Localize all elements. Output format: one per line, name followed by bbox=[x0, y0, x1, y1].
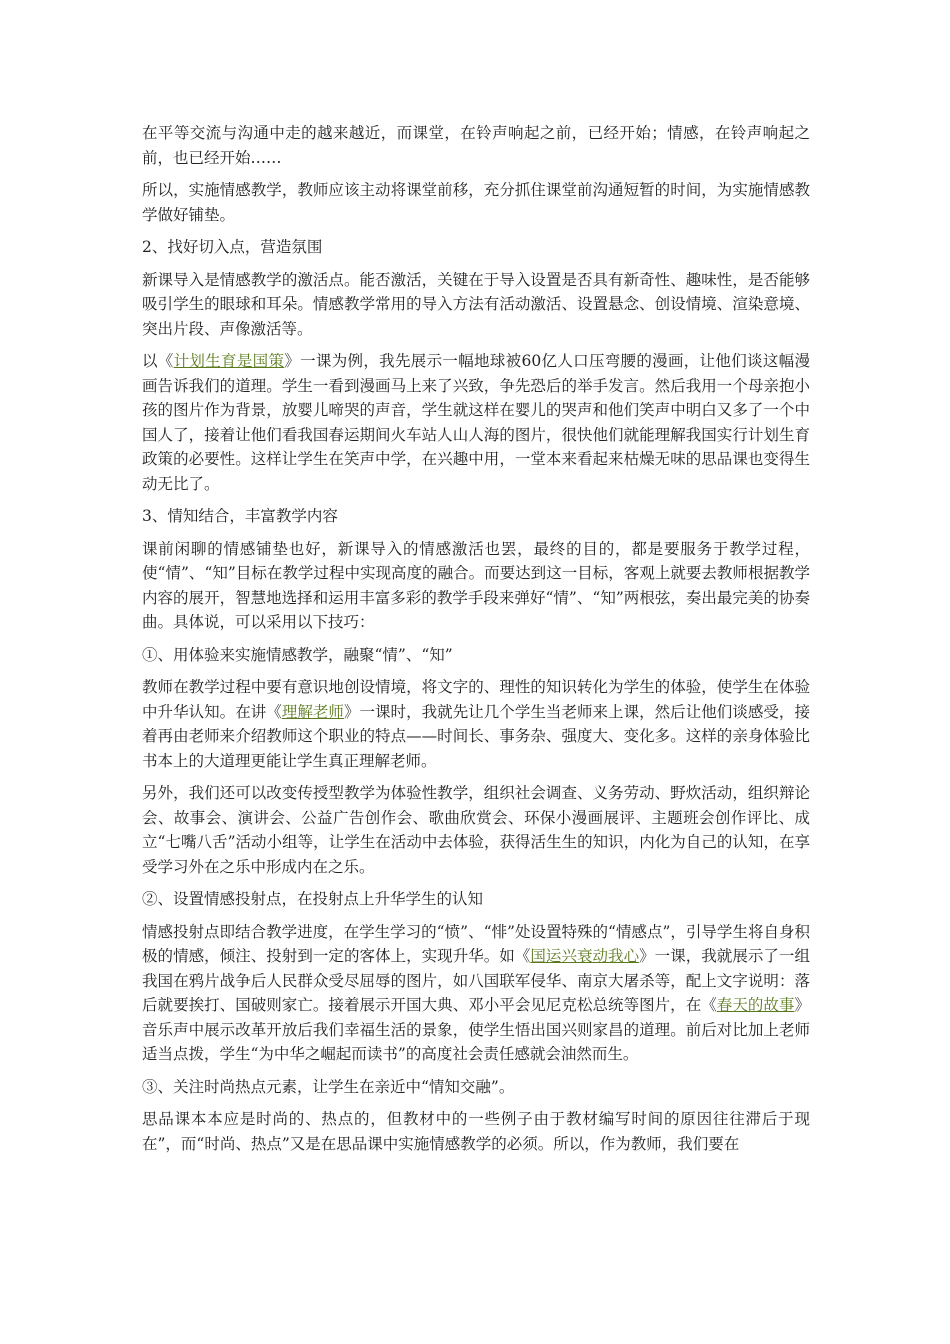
section-heading bbox=[142, 887, 810, 912]
paragraph-text: 在平等交流与沟通中走的越来越近，而课堂，在铃声响起之前，已经开始；情感，在铃声响起之前，也已经开始…… bbox=[142, 124, 810, 167]
paragraph bbox=[142, 121, 810, 170]
section-heading bbox=[142, 235, 810, 260]
paragraph-text: ③、关注时尚热点元素，让学生在亲近中“情知交融”。 bbox=[142, 1077, 515, 1096]
paragraph bbox=[142, 675, 810, 773]
paragraph-text: 2、找好切入点，营造氛围 bbox=[142, 238, 323, 256]
paragraph bbox=[142, 349, 810, 496]
paragraph-text: 另外，我们还可以改变传授型教学为体验性教学，组织社会调查、义务劳动、野炊活动，组织辩论会、故事会、演讲会、公益广告创作会、歌曲欣赏会、环保小漫画展评、主题班会创作评比、成立“七嘴八舌”活动小组等，让学生在活动中去体验，获得活生生的知识，内化为自己的认知，在享受学习外在之乐中形成内在之乐。 bbox=[142, 784, 810, 876]
paragraph-text: 新课导入是情感教学的激活点。能否激活，关键在于导入设置是否具有新奇性、趣味性，是否能够吸引学生的眼球和耳朵。情感教学常用的导入方法有活动激活、设置悬念、创设情境、渲染意境、突出片段、声像激活等。 bbox=[142, 270, 810, 338]
paragraph-text: 以《 bbox=[142, 352, 174, 370]
paragraph-text: 教师在教学过程中要有意识地创设情境，将文字的、理性的知识转化为学生的体验，使学生在体验中升华认知。在讲《 bbox=[142, 678, 810, 721]
paragraph bbox=[142, 1107, 810, 1156]
paragraph-text: 思品课本本应是时尚的、热点的，但教材中的一些例子由于教材编写时间的原因往往滞后于现在”，而“时尚、热点”又是在思品课中实施情感教学的必须。所以，作为教师，我们要在 bbox=[142, 1110, 810, 1153]
lesson-title-link[interactable]: 春天的故事 bbox=[716, 996, 795, 1014]
paragraph-text: 》一课时，我就先让几个学生当老师来上课，然后让他们谈感受，接着再由老师来介绍教师这个职业的特点——时间长、事务杂、强度大、变化多。这样的亲身体验比书本上的大道理更能让学生真正理解老师。 bbox=[142, 702, 810, 770]
section-heading bbox=[142, 1075, 810, 1100]
section-heading bbox=[142, 504, 810, 529]
lesson-title-link[interactable]: 计划生育是国策 bbox=[173, 352, 285, 370]
lesson-title-link[interactable]: 国运兴衰动我心 bbox=[530, 947, 640, 965]
paragraph bbox=[142, 537, 810, 635]
paragraph bbox=[142, 781, 810, 879]
section-heading bbox=[142, 643, 810, 668]
paragraph-text: 》一课，我就展示了一组我国在鸦片战争后人民群众受尽屈辱的图片，如八国联军侵华、南京大屠杀等，配上文字说明：落后就要挨打、国破则家亡。接着展示开国大典、邓小平会见尼克松总统等图片，在《 bbox=[142, 947, 810, 1014]
paragraph-text: ①、用体验来实施情感教学，融聚“情”、“知” bbox=[142, 645, 453, 664]
paragraph-text: 》一课为例，我先展示一幅地球被60亿人口压弯腰的漫画，让他们谈这幅漫画告诉我们的道理。学生一看到漫画马上来了兴致，争先恐后的举手发言。然后我用一个母亲抱小孩的图片作为背景，放婴儿啼哭的声音，学生就这样在婴儿的哭声和他们笑声中明白又多了一个中国人了，接着让他们看我国春运期间火车站人山人海的图片，很快他们就能理解我国实行计划生育政策的必要性。这样让学生在笑声中学，在兴趣中用，一堂本来看起来枯燥无味的思品课也变得生动无比了。 bbox=[142, 352, 810, 493]
paragraph bbox=[142, 178, 810, 227]
paragraph-text: 情感投射点即结合教学进度，在学生学习的“愤”、“悱”处设置特殊的“情感点”，引导学生将自身积极的情感，倾注、投射到一定的客体上，实现升华。如《 bbox=[142, 922, 810, 965]
paragraph-text: 》音乐声中展示改革开放后我们幸福生活的景象，使学生悟出国兴则家昌的道理。前后对比加上老师适当点拨，学生“为中华之崛起而读书”的高度社会责任感就会油然而生。 bbox=[142, 996, 810, 1063]
paragraph-text: 3、情知结合，丰富教学内容 bbox=[142, 507, 338, 525]
document-body bbox=[142, 121, 810, 1164]
paragraph bbox=[142, 920, 810, 1067]
paragraph-text: 课前闲聊的情感铺垫也好，新课导入的情感激活也罢，最终的目的，都是要服务于教学过程，使“情”、“知”目标在教学过程中实现高度的融合。而要达到这一目标，客观上就要去教师根据教学内容的展开，智慧地选择和运用丰富多彩的教学手段来弹好“情”、“知”两根弦，奏出最完美的协奏曲。具体说，可以采用以下技巧： bbox=[142, 539, 810, 631]
paragraph-text: 所以，实施情感教学，教师应该主动将课堂前移，充分抓住课堂前沟通短暂的时间，为实施情感教学做好铺垫。 bbox=[142, 181, 810, 224]
lesson-title-link[interactable]: 理解老师 bbox=[281, 702, 344, 721]
paragraph-text: ②、设置情感投射点，在投射点上升华学生的认知 bbox=[142, 890, 484, 908]
paragraph bbox=[142, 268, 810, 342]
